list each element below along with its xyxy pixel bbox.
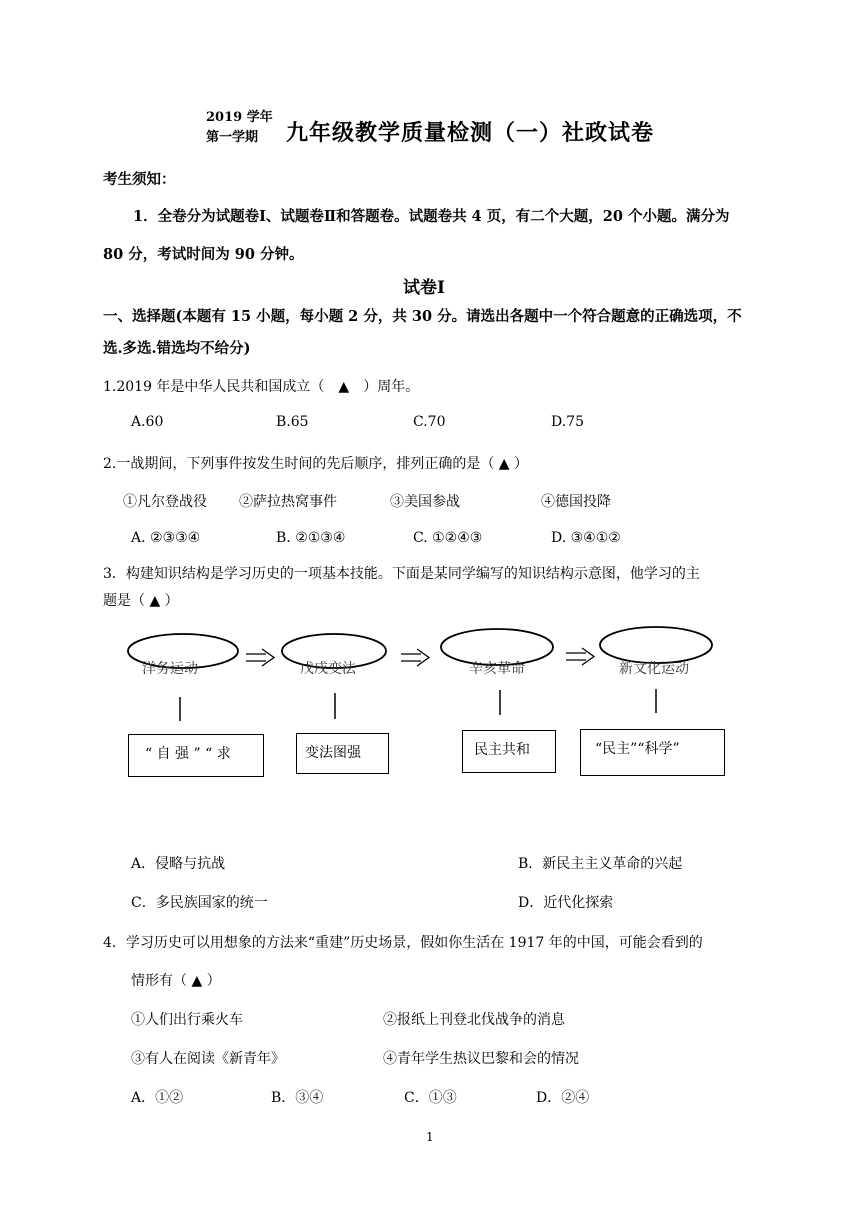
question-2-event-3: ③美国参战 bbox=[390, 494, 460, 510]
page-number: 1 bbox=[426, 1130, 434, 1144]
notice-line-2: 80 分，考试时间为 90 分钟。 bbox=[103, 246, 304, 263]
question-2-option-a: A. ②③③④ bbox=[131, 530, 201, 546]
diagram-box-2: 变法图强 bbox=[296, 733, 389, 774]
node-label-2: 戊戌变法 bbox=[300, 661, 356, 677]
section-instructions-2: 选.多选.错选均不给分) bbox=[103, 340, 251, 357]
notice-line-1: 1．全卷分为试题卷Ⅰ、试题卷Ⅱ和答题卷。试题卷共 4 页，有二个大题，20 个小题。满分为 bbox=[133, 208, 730, 225]
double-arrow-3 bbox=[566, 648, 594, 665]
question-3-option-a: A．侵略与抗战 bbox=[131, 856, 226, 872]
question-4-item-1: ①人们出行乘火车 bbox=[131, 1012, 243, 1028]
question-3-option-b: B．新民主主义革命的兴起 bbox=[518, 856, 683, 872]
double-arrow-1 bbox=[246, 649, 274, 666]
exam-year: 2019 学年 bbox=[206, 110, 273, 125]
question-2-option-b: B. ②①③④ bbox=[276, 530, 346, 546]
paper-title: 试卷Ⅰ bbox=[403, 278, 445, 298]
question-3-option-d: D．近代化探索 bbox=[518, 895, 614, 911]
question-4-item-2: ②报纸上刊登北伐战争的消息 bbox=[383, 1012, 565, 1028]
question-2-event-4: ④德国投降 bbox=[541, 494, 611, 510]
section-instructions-1: 一、选择题(本题有 15 小题，每小题 2 分，共 30 分。请选出各题中一个符合题意的正确选项，不 bbox=[103, 308, 742, 325]
diagram-box-3: 民主共和 bbox=[462, 730, 556, 773]
notice-heading: 考生须知： bbox=[103, 171, 176, 188]
question-1-option-d: D.75 bbox=[551, 414, 584, 430]
question-4-option-a: A．①② bbox=[131, 1090, 184, 1106]
node-label-3: 辛亥革命 bbox=[469, 661, 525, 677]
question-2-event-1: ①凡尔登战役 bbox=[123, 494, 207, 510]
page-title: 九年级教学质量检测（一）社政试卷 bbox=[286, 120, 655, 146]
question-4-option-d: D．②④ bbox=[536, 1090, 590, 1106]
question-1-option-a: A.60 bbox=[131, 414, 164, 430]
question-4-stem-2: 情形有（ ▲ ） bbox=[131, 973, 221, 989]
question-4-option-c: C．①③ bbox=[404, 1090, 457, 1106]
double-arrow-2 bbox=[401, 649, 429, 666]
question-2-stem: 2.一战期间，下列事件按发生时间的先后顺序，排列正确的是（ ▲ ） bbox=[103, 456, 529, 472]
diagram-box-4: “民主”“科学” bbox=[580, 729, 725, 776]
question-4-item-4: ④青年学生热议巴黎和会的情况 bbox=[383, 1051, 579, 1067]
question-4-item-3: ③有人在阅读《新青年》 bbox=[131, 1051, 285, 1067]
question-4-stem-1: 4．学习历史可以用想象的方法来“重建”历史场景，假如你生活在 1917 年的中国，可能会看到的 bbox=[103, 935, 703, 951]
exam-term: 第一学期 bbox=[206, 130, 259, 145]
question-3-stem-1: 3．构建知识结构是学习历史的一项基本技能。下面是某同学编写的知识结构示意图，他学习的主 bbox=[103, 566, 700, 582]
node-label-4: 新文化运动 bbox=[619, 661, 689, 677]
question-1-option-c: C.70 bbox=[413, 414, 446, 430]
question-3-stem-2: 题是（ ▲ ） bbox=[103, 593, 179, 609]
question-2-option-c: C. ①②④③ bbox=[413, 530, 483, 546]
question-2-option-d: D. ③④①② bbox=[551, 530, 621, 546]
question-3-option-c: C．多民族国家的统一 bbox=[131, 895, 268, 911]
question-1-stem: 1.2019 年是中华人民共和国成立（ ▲ ）周年。 bbox=[103, 379, 420, 395]
question-2-event-2: ②萨拉热窝事件 bbox=[239, 494, 337, 510]
diagram-box-1: “ 自 强 ” “ 求 bbox=[128, 734, 264, 777]
question-1-option-b: B.65 bbox=[276, 414, 309, 430]
question-4-option-b: B．③④ bbox=[271, 1090, 324, 1106]
node-label-1: 洋务运动 bbox=[142, 661, 198, 677]
